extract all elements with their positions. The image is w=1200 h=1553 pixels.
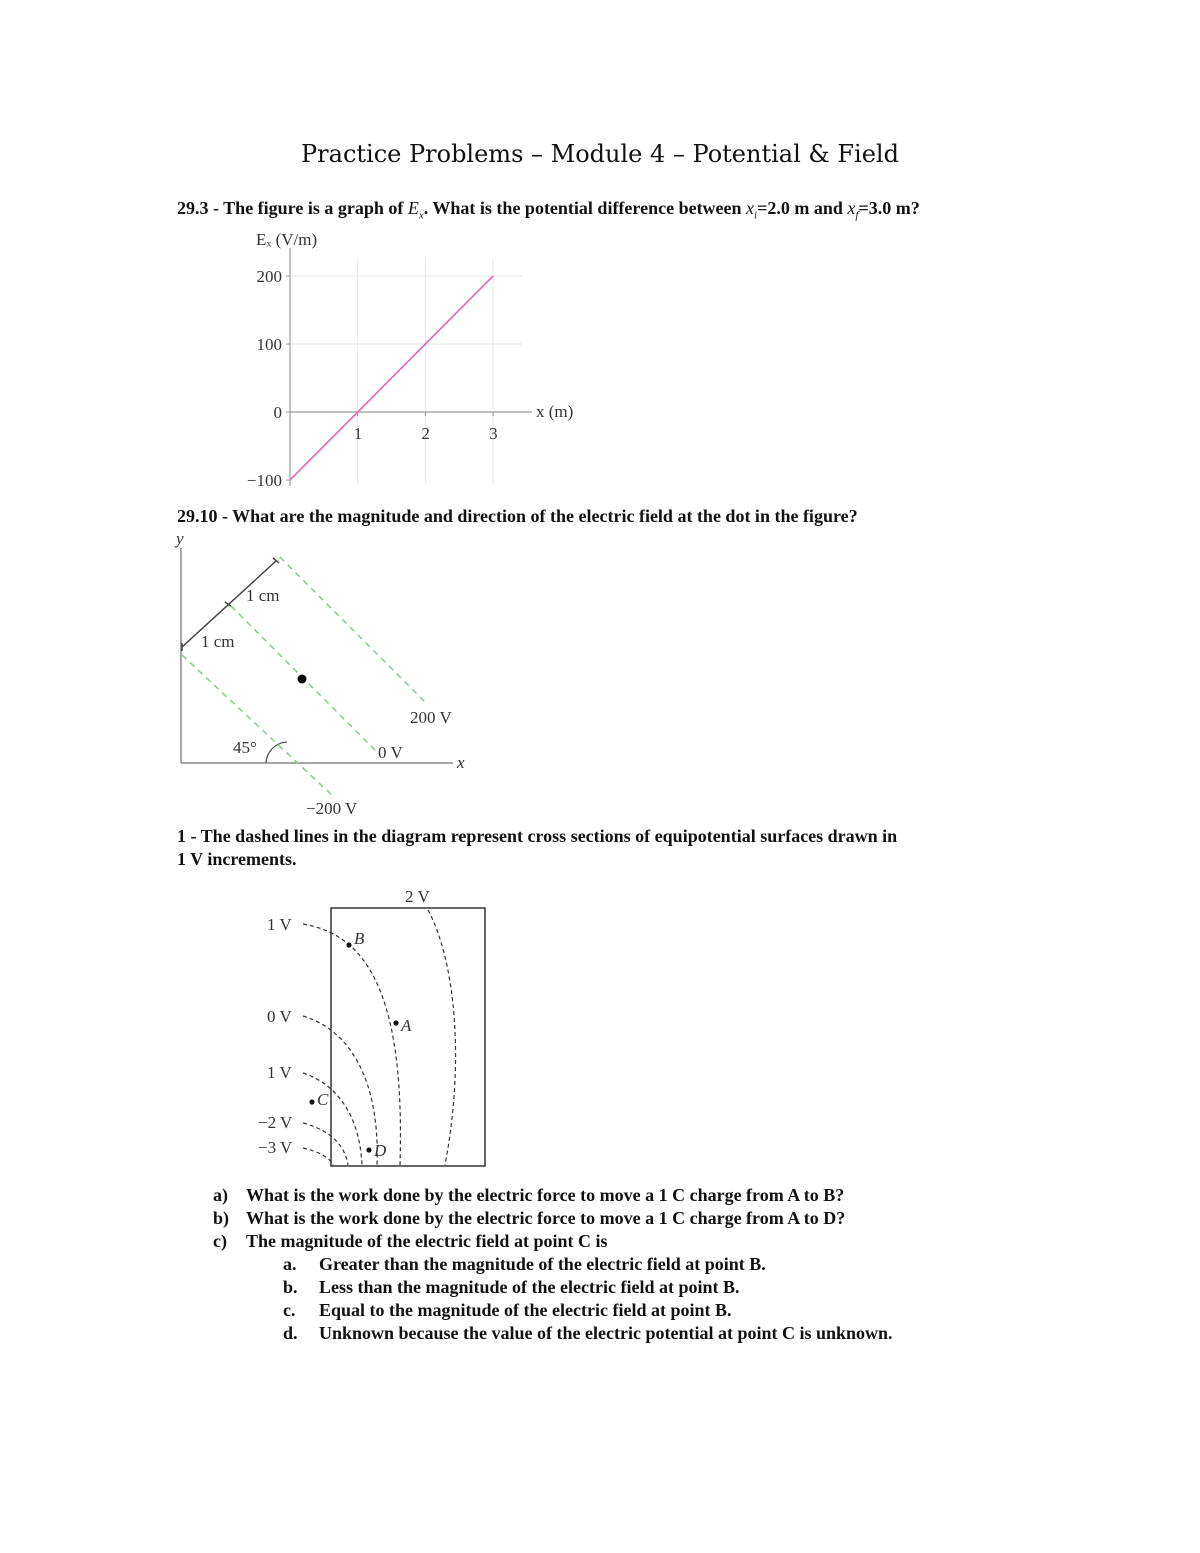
list-marker: b. <box>283 1277 298 1297</box>
equipotential-2v <box>428 910 456 1165</box>
list-marker: c) <box>213 1231 227 1251</box>
voltage-label-neg200v: −200 V <box>306 799 358 818</box>
list-text: Greater than the magnitude of the electric field at point B. <box>319 1254 766 1274</box>
xi-symbol: x <box>746 198 755 218</box>
y-axis-label: y <box>176 529 184 548</box>
spacing-label-lower: 1 cm <box>201 632 235 651</box>
equipotential-1v <box>303 924 400 1165</box>
question-number: 29.3 <box>177 198 209 218</box>
x-tick-label: 3 <box>489 424 498 443</box>
label-neg2v: −2 V <box>258 1113 293 1132</box>
list-text: What is the work done by the electric force to move a 1 C charge from A to D? <box>246 1208 846 1228</box>
x-tick-label: 1 <box>353 424 363 443</box>
list-marker: c. <box>283 1300 296 1320</box>
label-1v-top: 1 V <box>267 915 292 934</box>
xf-value: =3.0 m? <box>858 198 920 218</box>
ex-subscript: x <box>418 209 424 222</box>
y-tick-label: 0 <box>273 403 282 422</box>
label-0v: 0 V <box>267 1007 292 1026</box>
xi-value: =2.0 m and <box>757 198 848 218</box>
list-item <box>283 1299 893 1322</box>
x-axis-label: x (m) <box>536 402 574 421</box>
list-marker: d. <box>283 1323 298 1343</box>
question-separator: - <box>217 506 233 526</box>
list-item <box>213 1230 845 1253</box>
label-1v-lower: 1 V <box>267 1063 292 1082</box>
voltage-label-0v: 0 V <box>378 743 403 762</box>
x-tick-label: 2 <box>421 424 430 443</box>
point-a-dot <box>393 1020 398 1025</box>
list-marker: b) <box>213 1208 230 1228</box>
list-item <box>283 1276 893 1299</box>
list-text: Less than the magnitude of the electric field at point B. <box>319 1277 740 1297</box>
list-text: What is the work done by the electric force to move a 1 C charge from A to B? <box>246 1185 845 1205</box>
question-text: The dashed lines in the diagram represent cross sections of equipotential surfaces drawn in <box>200 826 898 846</box>
ex-symbol: E <box>407 198 419 218</box>
angle-label: 45° <box>233 738 257 757</box>
point-b-dot <box>346 942 351 947</box>
xi-subscript: i <box>754 209 758 222</box>
label-neg3v: −3 V <box>258 1138 293 1157</box>
y-axis-label: Eₓ (V/m) <box>256 230 318 249</box>
y-tick-label: 100 <box>256 335 282 354</box>
list-item <box>283 1253 893 1276</box>
subquestion-list <box>213 1184 845 1253</box>
y-tick-label: −100 <box>246 471 282 490</box>
list-text: The magnitude of the electric field at point C is <box>246 1231 608 1251</box>
question-separator: - <box>186 826 201 846</box>
list-text: Unknown because the value of the electric potential at point C is unknown. <box>319 1323 893 1343</box>
voltage-label-200v: 200 V <box>410 708 452 727</box>
point-c-dot <box>309 1099 314 1104</box>
point-d-dot <box>366 1147 371 1152</box>
question-line: 1 V increments. <box>177 849 297 869</box>
x-axis-label: x <box>457 753 465 772</box>
list-text: Equal to the magnitude of the electric field at point B. <box>319 1300 732 1320</box>
question-text: What are the magnitude and direction of the electric field at the dot in the figure? <box>232 506 858 526</box>
question-text: . What is the potential difference between <box>423 198 747 218</box>
question-separator: - <box>208 198 224 218</box>
y-tick-label: 200 <box>256 267 282 286</box>
label-2v: 2 V <box>405 887 430 906</box>
equipotential-0v <box>303 1016 377 1165</box>
point-d-label: D <box>374 1141 387 1160</box>
xf-symbol: x <box>847 198 856 218</box>
point-c-label: C <box>317 1090 329 1109</box>
list-marker: a. <box>283 1254 297 1274</box>
page-title: Practice Problems – Module 4 – Potential & Field <box>301 140 899 168</box>
list-marker: a) <box>213 1185 228 1205</box>
list-item <box>213 1207 845 1230</box>
question-number: 1 <box>177 826 186 846</box>
list-item <box>283 1322 893 1345</box>
equipotential-neg2v <box>303 1123 348 1165</box>
equipotential-neg1v <box>303 1073 362 1165</box>
point-a-label: A <box>401 1016 412 1035</box>
xf-subscript: f <box>855 209 859 222</box>
list-item <box>213 1184 845 1207</box>
point-b-label: B <box>354 929 365 948</box>
question-number: 29.10 <box>177 506 218 526</box>
spacing-label-upper: 1 cm <box>246 586 280 605</box>
equipotential-neg3v <box>303 1148 333 1165</box>
option-list <box>283 1253 893 1345</box>
question-text: The figure is a graph of <box>223 198 408 218</box>
